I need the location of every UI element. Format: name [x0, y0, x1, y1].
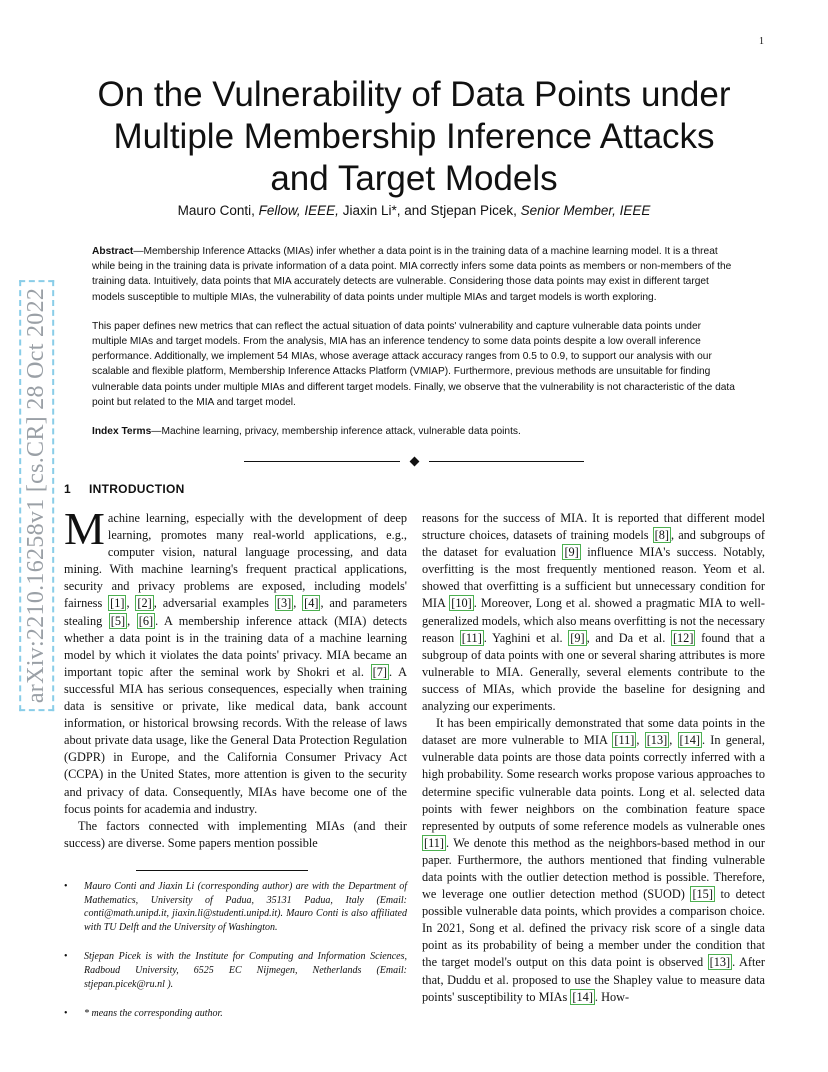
author-li-picek: Jiaxin Li*, and Stjepan Picek,	[342, 203, 517, 218]
citation-link[interactable]: [12]	[672, 630, 694, 645]
paper-title: On the Vulnerability of Data Points under Multiple Membership Inference Attacks and Target Models	[97, 75, 731, 198]
section-title: INTRODUCTION	[88, 482, 185, 496]
footnote-affiliation-conti-li: • Mauro Conti and Jiaxin Li (corresponding author) are with the Department of Mathematics, University of Padua, 35131 Padua, Italy (Email: conti@math.unipd.it, jiaxin.li@studenti.unipd.it). Mauro Conti is also affiliated with TU Delft and the University of Washington.	[64, 881, 407, 933]
citation-link[interactable]: [13]	[709, 955, 731, 970]
citation-link[interactable]: [10]	[451, 596, 472, 611]
citation-link[interactable]: [2]	[137, 596, 152, 611]
section-number: 1	[64, 482, 71, 496]
section-separator	[244, 455, 584, 467]
citation-link[interactable]: [3]	[276, 596, 292, 611]
citation-link[interactable]: [1]	[110, 596, 125, 611]
index-terms-label: Index Terms	[92, 426, 152, 438]
author-line	[80, 203, 748, 218]
intro-paragraph-2: The factors connected with implementing MIAs (and their success) are diverse. Some papers mention possible	[64, 818, 407, 850]
citation-link[interactable]: [14]	[679, 733, 700, 748]
footnote-rule	[136, 870, 308, 871]
right-column	[422, 510, 765, 1006]
footnote-corresponding: • * means the corresponding author.	[64, 1008, 223, 1020]
citation-link[interactable]: [4]	[304, 596, 319, 611]
arxiv-identifier-text: arXiv:2210.16258v1 [cs.CR] 28 Oct 2022	[20, 279, 55, 710]
footnote-affiliation-picek: • Stjepan Picek is with the Institute for Computing and Information Sciences, Radboud University, 6525 EC Nijmegen, Netherlands (Email: stjepan.picek@ru.nl ).	[64, 951, 407, 990]
intro-paragraph-3: reasons for the success of MIA. It is reported that different model structure choices, datasets of training models [8] , and subgroups of the dataset for evaluation [9] influence MIA's success. Notably, overfitting is the most frequently mentioned reason. Yeom et al. showed that overfitting is a sufficient but unnecessary condition for MIA [10] . Moreover, Long et al. showed a pragmatic MIA to well-generalized models, which also means overfitting is not the necessary reason [11] . Yaghini et al. [9] , and Da et al. [12] found that a subgroup of data points with one or several sharing attributes is more vulnerable to MIA. Generally, several elements contribute to the success of MIAs, which provide the baseline for designing and analyzing our experiments.	[422, 511, 766, 714]
citation-link[interactable]: [8]	[654, 528, 669, 543]
author-conti-role: Fellow, IEEE,	[258, 203, 339, 218]
citation-link[interactable]: [7]	[372, 664, 387, 679]
arxiv-identifier-stamp[interactable]	[20, 255, 54, 735]
citation-link[interactable]: [11]	[424, 835, 445, 850]
bullet-icon: •	[64, 881, 68, 892]
intro-paragraph-1: Machine learning, especially with the development of deep learning, promotes many real-world applications, e.g., computer vision, natural language processing, and data mining. With machine learning's frequent practical applications, security and privacy problems are exposed, including models' fairness [1] , [2] , adversarial examples [3] , [4] , and parameters stealing [5] , [6] . A membership inference attack (MIA) detects whether a data point is in the training data of a machine learning model by which it violates the data points' privacy. MIA became an important topic after the seminal work by Shokri et al. [7] . A successful MIA has serious consequences, especially when training data is sensitive or private, like medical data, bank account information, or historical browsing records. With the release of laws about private data usage, like the General Data Protection Regulation (GDPR) in Europe, and the California Consumer Privacy Act (CCPA) in the United States, more attention is given to the security and privacy of data. Consequently, MIAs have become one of the focus points for academia and industry.	[64, 503, 408, 816]
citation-link[interactable]: [9]	[564, 545, 579, 560]
author-picek-role: Senior Member, IEEE	[520, 203, 651, 218]
section-heading-introduction	[64, 482, 185, 496]
footnotes	[64, 880, 407, 1037]
citation-link[interactable]: [9]	[570, 630, 585, 645]
citation-link[interactable]: [11]	[461, 630, 482, 645]
citation-link[interactable]: [14]	[572, 989, 593, 1004]
abstract-label: Abstract	[92, 246, 134, 257]
citation-link[interactable]: [6]	[138, 613, 154, 628]
citation-link[interactable]: [5]	[110, 613, 126, 628]
abstract-paragraph-2: This paper defines new metrics that can reflect the actual situation of data points' vulnerability and capture vulnerable data points under multiple MIAs and target models. From the analysis, MIA has an inference tendency to some data points despite a low overall inference performance. Additionally, we implement 54 MIAs, whose average attack accuracy ranges from 0.5 to 0.9, to support our analysis with our scalable and flexible platform, Membership Inference Attacks Platform (VMIAP). Furthermore, previous methods are unsuitable for finding vulnerable data points under multiple MIAs and different target models. Finally, we observe that the vulnerability is not characteristic of the data point but related to the MIA and target model.	[92, 320, 735, 408]
abstract-paragraph-1: Abstract—Membership Inference Attacks (MIAs) infer whether a data point is in the training data of a machine learning model. It is a threat while being in the training data is private information of a data point. MIA correctly infers some data points as members or non-members of the training data. Intuitively, data points that MIA accurately detects are vulnerable. Considering those data points may exist in different target models susceptible to multiple MIAs, the vulnerability of data points under multiple MIAs and target models is worth exploring.	[92, 246, 732, 303]
citation-link[interactable]: [13]	[646, 733, 668, 748]
index-terms: Index Terms—Machine learning, privacy, membership inference attack, vulnerable data points.	[92, 426, 521, 438]
bullet-icon: •	[64, 951, 68, 963]
intro-paragraph-4: It has been empirically demonstrated that some data points in the dataset are more vulnerable to MIA [11] , [13] , [14] . In general, vulnerable data points are those data points correctly inferred with a high probability. Some research works propose various approaches to determine specific vulnerable data points. Long et al. selected data points with fewer neighbors on the combination feature space represented by outputs of some reference models as vulnerable ones [11] . We denote this method as the neighbors-based method in our paper. Furthermore, the authors mentioned that finding vulnerable data points with the outlier detection method is possible. Therefore, we leverage one outlier detection method (SUOD) [15] to detect possible vulnerable data points, which provides a comparison choice. In 2021, Song et al. defined the privacy risk score of a single data point as its probability of being a member under the condition that the target model's output on this data point is observed [13] . After that, Duddu et al. proposed to use the Shapley value to measure data points' susceptibility to MIAs [14] . How-	[422, 716, 765, 1004]
page-number: 1	[759, 36, 764, 47]
citation-link[interactable]: [11]	[614, 733, 635, 748]
bullet-icon: •	[64, 1008, 68, 1020]
dropcap-letter: M	[64, 503, 105, 554]
author-conti: Mauro Conti,	[177, 203, 255, 218]
left-column	[64, 503, 408, 852]
citation-link[interactable]: [15]	[692, 887, 713, 902]
diamond-icon	[409, 456, 419, 466]
abstract-block	[92, 244, 736, 453]
